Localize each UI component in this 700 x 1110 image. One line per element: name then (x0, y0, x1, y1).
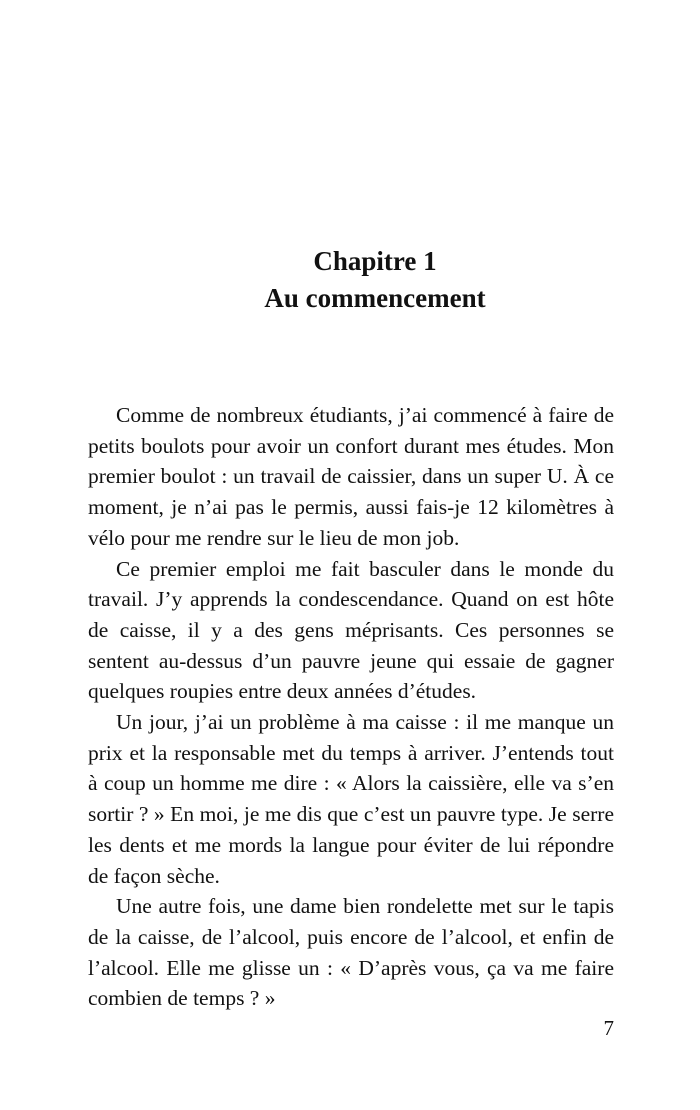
chapter-heading (0, 243, 700, 317)
chapter-number: Chapitre 1 (313, 246, 437, 276)
paragraph: Une autre fois, une dame bien rondelette met sur le tapis de la caisse, de l’alcool, puis encore de l’alcool, et enfin de l’alcool. Elle me glisse un : « D’après vous, ça va me faire combien de temps ? » (88, 894, 614, 1011)
paragraph: Un jour, j’ai un problème à ma caisse : il me manque un prix et la responsable met du temps à arriver. J’entends tout à coup un homme me dire : « Alors la caissière, elle va s’en sortir ? » En moi, je me dis que c’est un pauvre type. Je serre les dents et me mords la langue pour éviter de lui répondre de façon sèche. (88, 710, 614, 888)
paragraph: Ce premier emploi me fait basculer dans le monde du travail. J’y apprends la condescendance. Quand on est hôte de caisse, il y a des gens méprisants. Ces personnes se sentent au-dessus d’un pauvre jeune qui essaie de gagner quelques roupies entre deux années d’études. (88, 556, 614, 704)
body-text (88, 400, 614, 1014)
page-number: 7 (603, 1016, 614, 1040)
paragraph: Comme de nombreux étudiants, j’ai commencé à faire de petits boulots pour avoir un confort durant mes études. Mon premier boulot : un travail de caissier, dans un super U. À ce moment, je n’ai pas le permis, aussi fais-je 12 kilomètres à vélo pour me rendre sur le lieu de mon job. (88, 403, 614, 550)
chapter-title: Au commencement (264, 283, 486, 313)
